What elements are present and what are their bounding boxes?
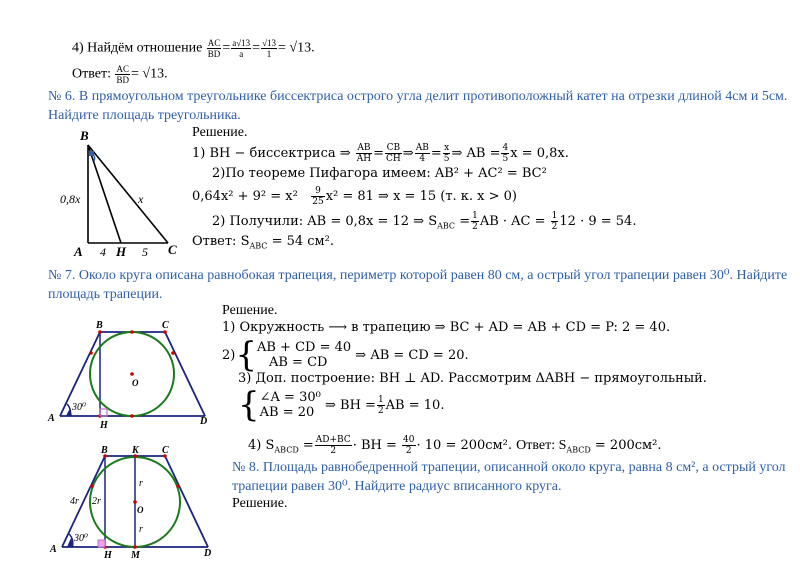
- svg-text:H: H: [100, 420, 108, 431]
- svg-text:30⁰: 30⁰: [72, 402, 87, 413]
- problem6-line4: 2) Получили: AB = 0,8x = 12 ⇒ $S_{ABC}$ = $\frac{1}{2}$ AB · AC = $\frac{1}{2}$ 12 · 9 = 54.: [212, 211, 637, 232]
- label-seg-4: 4: [100, 245, 106, 259]
- problem7-line2: 2) { AB + CD = 40 AB = CD ⇒ AB = CD = 20.: [222, 335, 469, 375]
- svg-text:O: O: [137, 505, 144, 515]
- svg-text:A: A: [50, 544, 57, 555]
- problem7-line4: { ∠A = 30⁰ AB = 20 ⇒ BH = $\frac{1}{2}$ AB = 10.: [238, 385, 445, 425]
- svg-text:O: O: [132, 378, 139, 388]
- svg-text:r: r: [139, 524, 143, 535]
- svg-text:r: r: [139, 478, 143, 489]
- answer-line-1: Ответ: $\frac{AC}{BD}$ = √13.: [72, 64, 168, 85]
- problem6-answer: Ответ: $S_{ABC} = 54$ см².: [192, 234, 334, 251]
- problem6-line3: 0,64x² + 9² = x² $\frac{9}{25}$ x² = 81 ⇒ x = 15 (т. к. x > 0): [192, 186, 517, 207]
- svg-text:2r: 2r: [92, 496, 101, 507]
- problem8-heading: № 8. Площадь равнобедренной трапеции, описанной около круга, равна 8 см², а острый угол трапеции равен 30⁰. Найдите радиус вписанного круга.: [232, 460, 786, 494]
- svg-text:H: H: [104, 550, 112, 561]
- problem7-figure: [40, 318, 220, 433]
- problem6-heading: № 6. В прямоугольном треугольнике биссектриса острого угла делит противоположный катет на отрезки длиной 4см и 5см. Найдите площадь треугольника.: [48, 89, 788, 123]
- label-B: B: [80, 128, 89, 143]
- problem6-solution-label: Решение.: [192, 125, 248, 140]
- problem7-line1: 1) Окружность ⟶ в трапецию ⇒ BC + AD = AB + CD = P: 2 = 40.: [222, 320, 671, 335]
- svg-text:D: D: [204, 548, 212, 559]
- label-side-x: x: [138, 192, 144, 206]
- svg-text:K: K: [132, 445, 139, 456]
- svg-text:4r: 4r: [70, 496, 79, 507]
- svg-text:C: C: [162, 320, 169, 331]
- label-H: H: [116, 244, 127, 259]
- label-C: C: [168, 242, 177, 257]
- problem6-figure: [58, 125, 188, 260]
- svg-text:M: M: [131, 550, 140, 561]
- svg-text:D: D: [200, 416, 208, 427]
- svg-text:B: B: [101, 445, 108, 456]
- svg-text:A: A: [48, 413, 55, 424]
- problem7-heading: № 7. Около круга описана равнобокая трапеция, периметр которой равен 80 см, а острый угол трапеции равен 30⁰. Найдите площадь трапеции.: [48, 268, 788, 302]
- svg-text:30⁰: 30⁰: [74, 533, 89, 544]
- label-side-08x: 0,8x: [60, 192, 81, 206]
- problem7-line3: 3) Доп. построение: BH ⊥ AD. Рассмотрим ΔABH − прямоугольный.: [238, 371, 707, 386]
- problem6-line2: 2)По теореме Пифагора имеем: AB² + AC² = BC²: [212, 166, 547, 181]
- label-seg-5: 5: [142, 245, 148, 259]
- problem7-solution-label: Решение.: [222, 303, 278, 318]
- label-A: A: [74, 244, 83, 259]
- problem8-solution-label: Решение.: [232, 496, 288, 511]
- problem7-line5: 4) $S_{ABCD}$ = $\frac{AD+BC}{2}$ · BH = $\frac{40}{2}$ · 10 = 200см². Ответ: $S_{ABCD} = 200см^2$.: [248, 435, 662, 456]
- svg-text:C: C: [162, 445, 169, 456]
- problem6-line1: 1) BH − биссектриса ⇒ $\frac{AB}{AH}$ = $\frac{CB}{CH}$ ⇒ $\frac{AB}{4}$ = $\frac{x}{5}$ ⇒ AB = $\frac{4}{5}$ x = 0,8x.: [192, 143, 569, 164]
- problem8-figure: [40, 442, 220, 564]
- step4-line: 4) Найдём отношение $\frac{AC}{BD}$ = $\frac{a√13}{a}$ = $\frac{√13}{1}$ = √13.: [72, 38, 315, 59]
- svg-text:B: B: [96, 320, 103, 331]
